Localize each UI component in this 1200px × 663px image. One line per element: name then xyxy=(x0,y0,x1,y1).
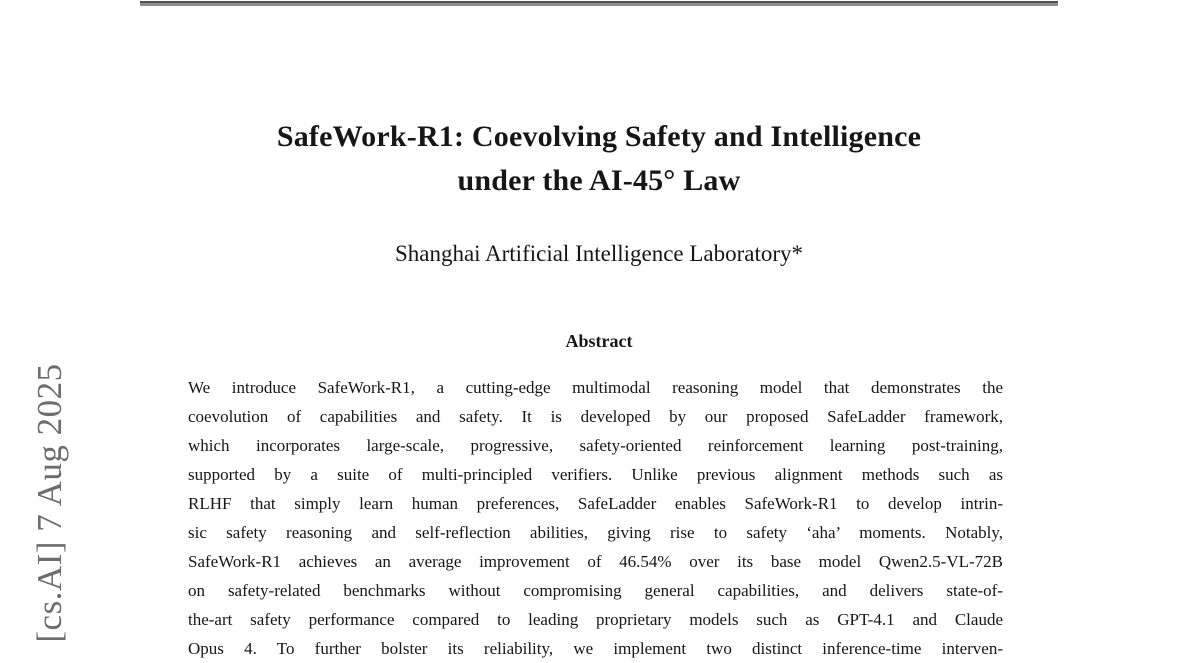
author-line: Shanghai Artificial Intelligence Laboratory* xyxy=(394,241,804,266)
paper-title-line-1: SafeWork-R1: Coevolving Safety and Intelligence xyxy=(276,120,922,153)
abstract-line: sic safety reasoning and self-reflection abilities, giving rise to safety ‘aha’ moments. Notably, xyxy=(188,523,1003,542)
abstract-line: SafeWork-R1 achieves an average improvement of 46.54% over its base model Qwen2.5-VL-72B xyxy=(188,552,1003,571)
paper-title-line-2: under the AI-45° Law xyxy=(457,164,741,197)
abstract-paragraph xyxy=(188,373,1003,663)
abstract-heading: Abstract xyxy=(565,331,633,351)
abstract-line: We introduce SafeWork-R1, a cutting-edge multimodal reasoning model that demonstrates the xyxy=(188,378,1003,397)
abstract-line: coevolution of capabilities and safety. It is developed by our proposed SafeLadder framework, xyxy=(188,407,1003,426)
abstract-line: Opus 4. To further bolster its reliability, we implement two distinct inference-time interven- xyxy=(188,639,1003,658)
abstract-line: which incorporates large-scale, progressive, safety-oriented reinforcement learning post-training, xyxy=(188,436,1003,455)
arxiv-sidebar-stamp: [cs.AI] 7 Aug 2025 xyxy=(30,363,69,643)
abstract-line: supported by a suite of multi-principled verifiers. Unlike previous alignment methods such as xyxy=(188,465,1003,484)
top-horizontal-rule xyxy=(140,1,1058,6)
abstract-line: RLHF that simply learn human preferences, SafeLadder enables SafeWork-R1 to develop intrin- xyxy=(188,494,1003,513)
paper-title xyxy=(0,115,1198,203)
abstract-line: the-art safety performance compared to leading proprietary models such as GPT-4.1 and Claude xyxy=(188,610,1003,629)
abstract-line: on safety-related benchmarks without compromising general capabilities, and delivers state-of- xyxy=(188,581,1003,600)
